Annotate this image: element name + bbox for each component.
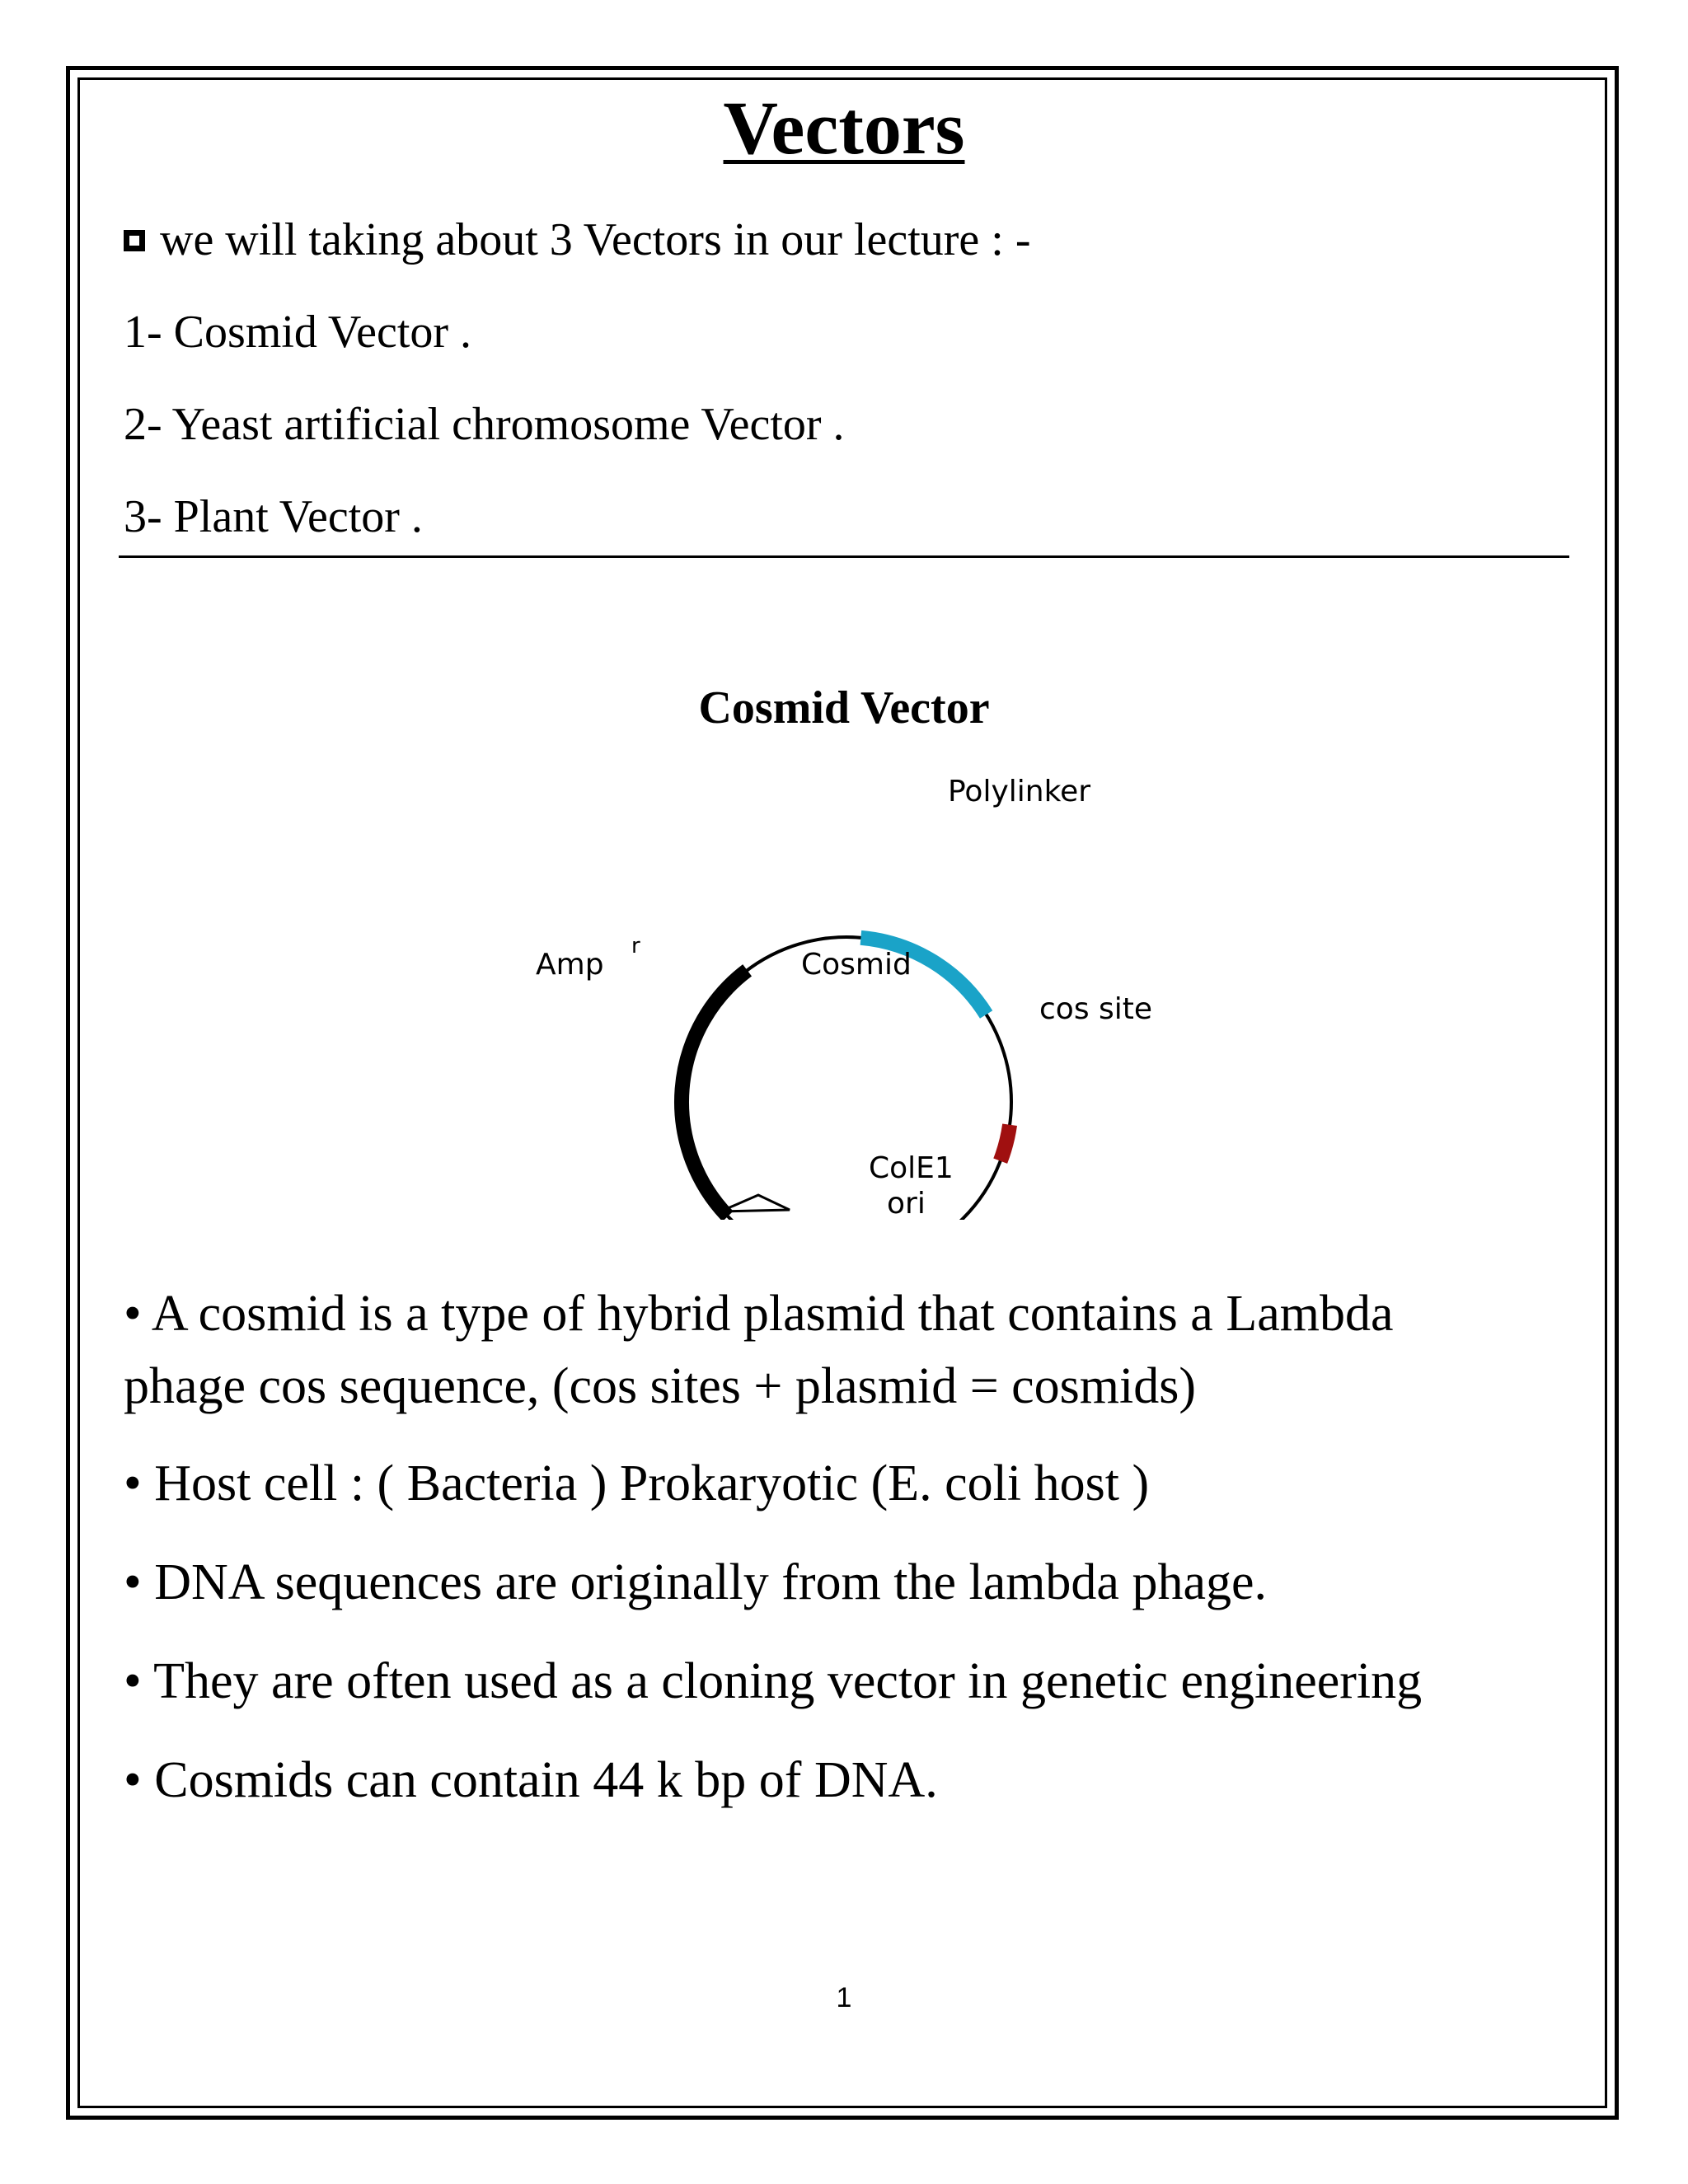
paragraph-line: Host cell : ( Bacteria ) Prokaryotic (E. coli host ) — [154, 1455, 1150, 1511]
bullet: • — [124, 1653, 142, 1709]
paragraph-line: They are often used as a cloning vector in genetic engineering — [153, 1653, 1423, 1709]
bullet: • — [124, 1286, 142, 1342]
amp-label: Amp — [536, 948, 604, 982]
paragraph-line: DNA sequences are originally from the lambda phage. — [154, 1554, 1267, 1610]
amp-resistance-arc — [682, 970, 748, 1216]
list-item-cosmid: 1- Cosmid Vector . — [124, 307, 472, 358]
polylinker-label: Polylinker — [948, 775, 1091, 808]
bullet: • — [124, 1554, 142, 1610]
cos-site-label: cos site — [1039, 992, 1153, 1026]
page-number: 1 — [836, 1982, 852, 2013]
list-item-yac: 2- Yeast artificial chromosome Vector . — [124, 399, 845, 450]
section-divider — [119, 555, 1569, 558]
page-title: Vectors — [723, 86, 965, 170]
center-label: Cosmid — [801, 948, 912, 982]
intro-text: we will taking about 3 Vectors in our lecture : - — [160, 214, 1031, 265]
paragraph-line: phage cos sequence, (cos sites + plasmid = cosmids) — [124, 1358, 1197, 1414]
paragraph-line: Cosmids can contain 44 k bp of DNA. — [154, 1752, 938, 1808]
list-item-plant: 3- Plant Vector . — [124, 491, 423, 542]
figure-title: Cosmid Vector — [698, 682, 990, 733]
paragraph-cloning-vector — [124, 1645, 1422, 1718]
bullet: • — [124, 1752, 142, 1808]
bullet: • — [124, 1455, 142, 1511]
paragraph-dna-origin — [124, 1546, 1267, 1619]
cole1-label: ColE1 — [869, 1151, 954, 1185]
cos-site-arc — [1001, 1125, 1010, 1161]
paragraph-host-cell — [124, 1447, 1149, 1520]
cosmid-diagram — [528, 758, 1170, 1220]
paragraph-line: A cosmid is a type of hybrid plasmid that contains a Lambda — [151, 1286, 1394, 1342]
square-bullet-icon — [124, 230, 145, 251]
amp-superscript: r — [631, 934, 640, 958]
intro-line — [124, 213, 1030, 268]
paragraph-capacity — [124, 1744, 938, 1816]
ori-label: ori — [887, 1187, 926, 1220]
paragraph-cosmid-definition — [124, 1277, 1393, 1422]
